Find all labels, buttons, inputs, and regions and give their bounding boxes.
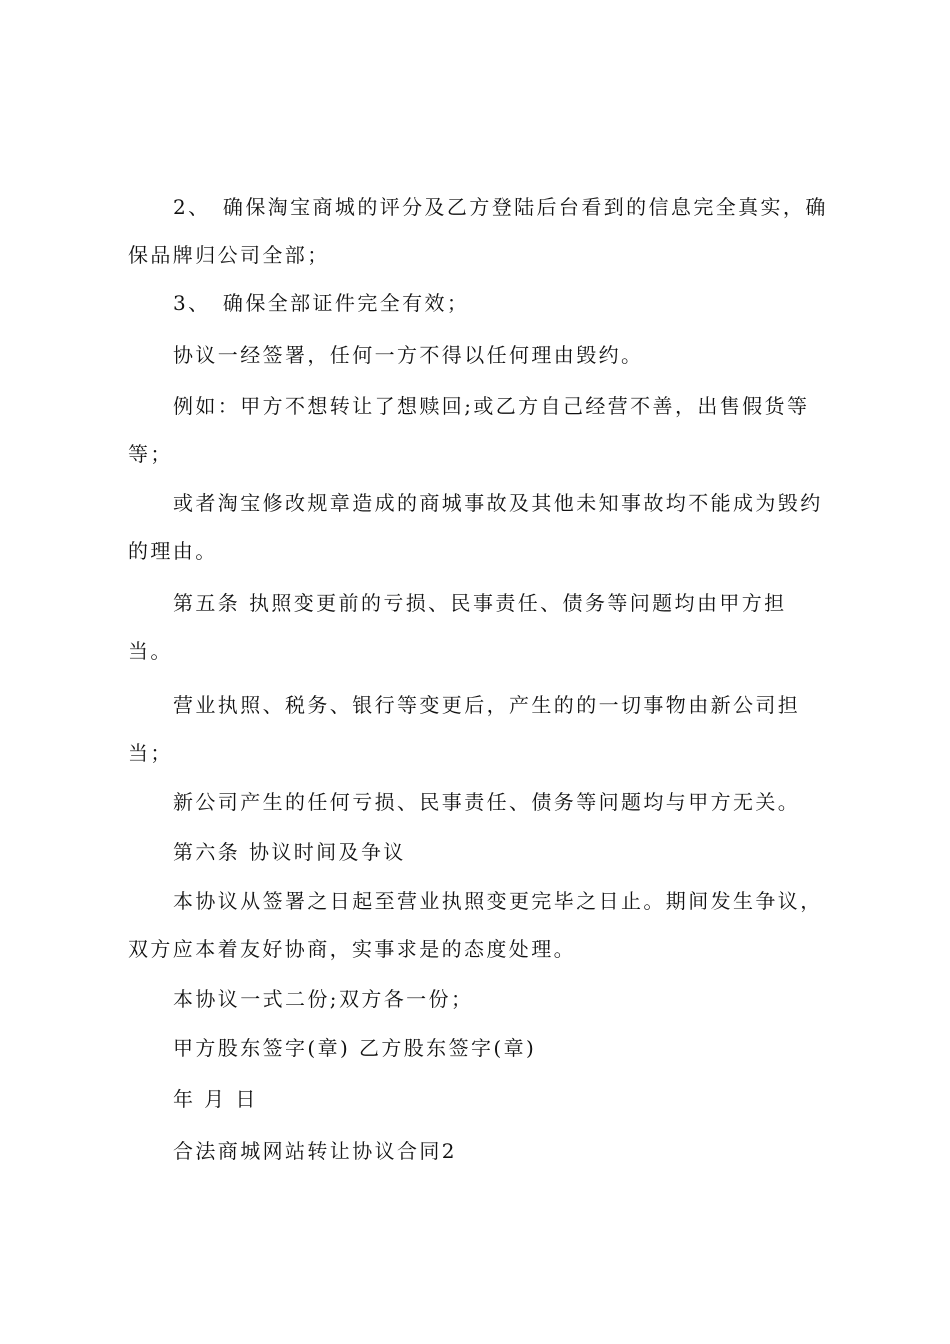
paragraph-signatures: 甲方股东签字(章) 乙方股东签字(章) <box>173 1036 537 1060</box>
paragraph-guarantee-2: 2、 确保淘宝商城的评分及乙方登陆后台看到的信息完全真实，确保品牌归公司全部； <box>128 195 828 267</box>
paragraph-new-company: 新公司产生的任何亏损、民事责任、债务等问题均与甲方无关。 <box>173 790 801 814</box>
paragraph-taobao-rules: 或者淘宝修改规章造成的商城事故及其他未知事故均不能成为毁约的理由。 <box>128 491 823 563</box>
paragraph-date: 年 月 日 <box>173 1087 258 1111</box>
paragraph-article-5: 第五条 执照变更前的亏损、民事责任、债务等问题均由甲方担当。 <box>128 591 787 663</box>
paragraph-term-dispute: 本协议从签署之日起至营业执照变更完毕之日止。期间发生争议，双方应本着友好协商，实事求是的态度处理。 <box>128 889 823 961</box>
paragraph-article-6: 第六条 协议时间及争议 <box>173 840 406 864</box>
paragraph-copies: 本协议一式二份;双方各一份； <box>173 987 474 1011</box>
paragraph-next-title: 合法商城网站转让协议合同2 <box>173 1139 457 1163</box>
paragraph-no-breach: 协议一经签署，任何一方不得以任何理由毁约。 <box>173 343 644 367</box>
paragraph-guarantee-3: 3、 确保全部证件完全有效； <box>173 291 470 315</box>
paragraph-after-change: 营业执照、税务、银行等变更后，产生的的一切事物由新公司担当； <box>128 693 801 765</box>
paragraph-example: 例如：甲方不想转让了想赎回;或乙方自己经营不善，出售假货等等； <box>128 394 810 466</box>
